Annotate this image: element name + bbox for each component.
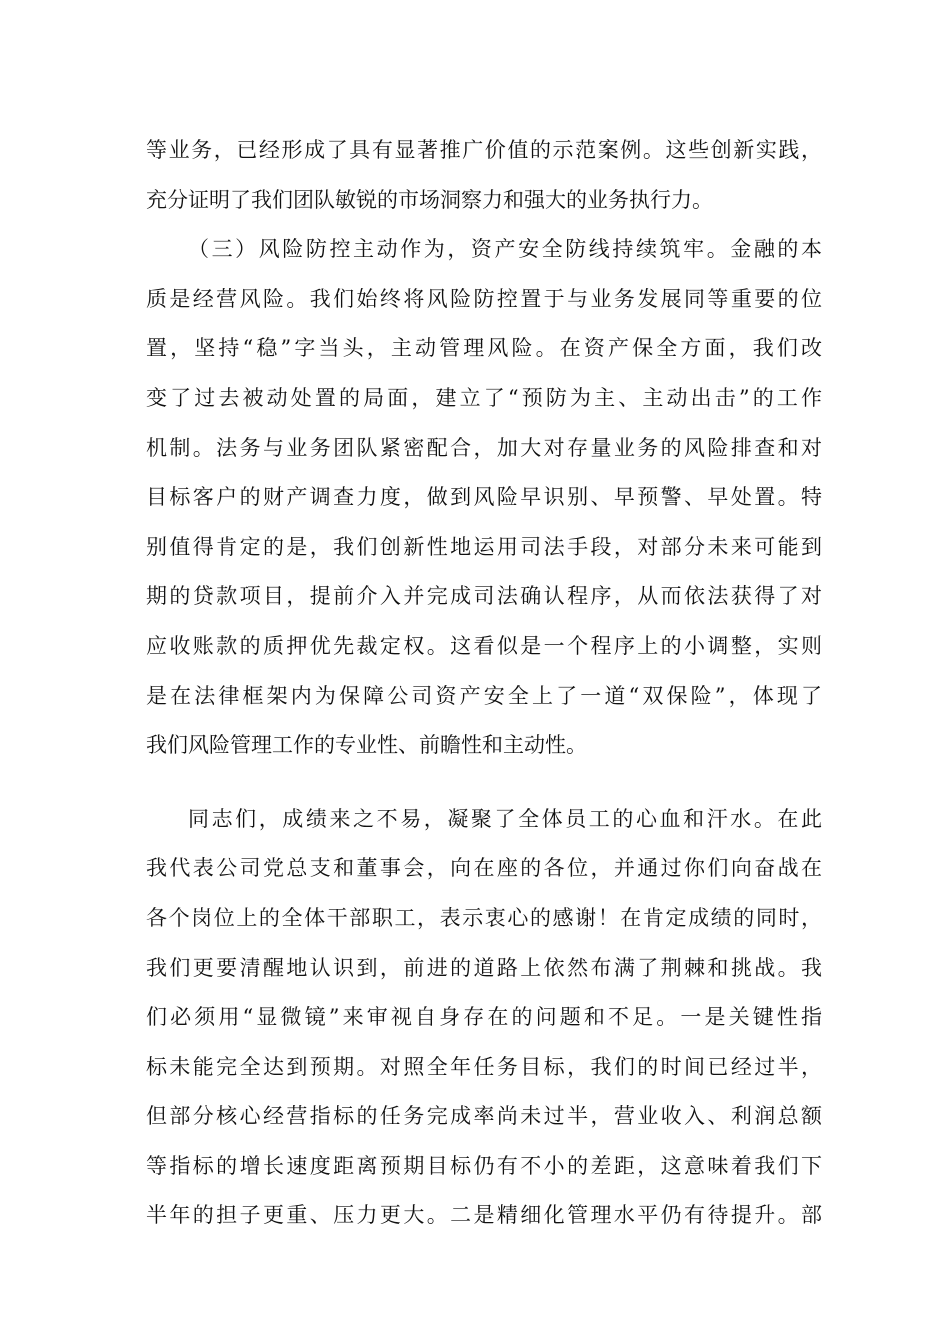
- text-line: 等指标的增长速度距离预期目标仍有不小的差距，这意味着我们下: [146, 1153, 822, 1178]
- text-line: 我代表公司党总支和董事会，向在座的各位，并通过你们向奋战在: [146, 856, 822, 881]
- paragraph: [146, 126, 822, 225]
- text-line: （三）风险防控主动作为，资产安全防线持续筑牢。金融的本: [188, 237, 822, 262]
- text-line: 是在法律框架内为保障公司资产安全上了一道“双保险”，体现了: [146, 683, 822, 708]
- text-line: 变了过去被动处置的局面，建立了“预防为主、主动出击”的工作: [146, 385, 822, 410]
- text-line: 等业务，已经形成了具有显著推广价值的示范案例。这些创新实践，: [146, 138, 822, 162]
- text-line: 我们更要清醒地认识到，前进的道路上依然布满了荆棘和挑战。我: [146, 955, 822, 980]
- text-line: 我们风险管理工作的专业性、前瞻性和主动性。: [146, 733, 587, 758]
- text-line: 期的贷款项目，提前介入并完成司法确认程序，从而依法获得了对: [146, 584, 822, 609]
- text-line: 机制。法务与业务团队紧密配合，加大对存量业务的风险排查和对: [146, 435, 822, 460]
- text-line: 置，坚持“稳”字当头，主动管理风险。在资产保全方面，我们改: [146, 336, 822, 361]
- body-text: [146, 126, 822, 1241]
- text-line: 应收账款的质押优先裁定权。这看似是一个程序上的小调整，实则: [146, 633, 822, 658]
- text-line: 各个岗位上的全体干部职工，表示衷心的感谢！在肯定成绩的同时，: [146, 905, 822, 930]
- text-line: 充分证明了我们团队敏锐的市场洞察力和强大的业务执行力。: [146, 187, 713, 212]
- text-line: 但部分核心经营指标的任务完成率尚未过半，营业收入、利润总额: [146, 1104, 822, 1129]
- text-line: 半年的担子更重、压力更大。二是精细化管理水平仍有待提升。部: [146, 1203, 822, 1228]
- paragraph-spacer: [146, 771, 822, 795]
- text-line: 目标客户的财产调查力度，做到风险早识别、早预警、早处置。特: [146, 485, 822, 510]
- text-line: 别值得肯定的是，我们创新性地运用司法手段，对部分未来可能到: [146, 534, 822, 559]
- text-line: 标未能完全达到预期。对照全年任务目标，我们的时间已经过半，: [146, 1054, 822, 1079]
- text-line: 同志们，成绩来之不易，凝聚了全体员工的心血和汗水。在此: [188, 806, 822, 831]
- paragraph: [146, 795, 822, 1241]
- text-line: 质是经营风险。我们始终将风险防控置于与业务发展同等重要的位: [146, 286, 822, 311]
- text-line: 们必须用“显微镜”来审视自身存在的问题和不足。一是关键性指: [146, 1005, 822, 1030]
- paragraph: [146, 225, 822, 771]
